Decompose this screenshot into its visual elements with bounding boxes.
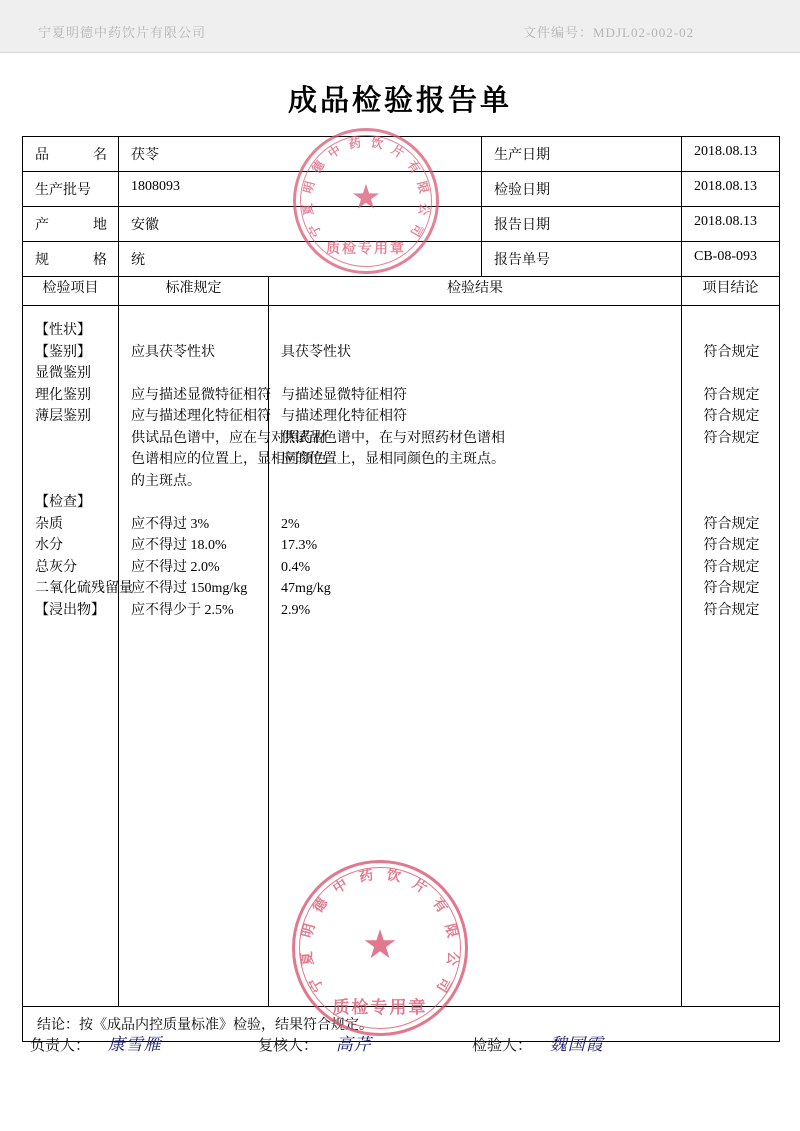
item-line: 显微鉴别 (35, 366, 91, 381)
standard-line: 应不得过 2.0% (131, 559, 220, 575)
conclusion-spacer (694, 471, 769, 493)
result-line: 17.3% (281, 538, 318, 553)
result-spacer (281, 320, 671, 342)
conclusion-line: 符合规定 (703, 409, 760, 424)
conclusion-line: 符合规定 (703, 430, 760, 446)
info-value-cell (119, 172, 482, 207)
scan-header-docnumber: 文件编号：MDJL02-002-02 (523, 25, 695, 40)
col-header-item: 检验项目 (23, 277, 119, 306)
info-value-2: CB-08-093 (694, 249, 757, 264)
seal-arc-text: 宁 夏 明 德 中 药 饮 片 有 限 公 司 (300, 135, 432, 239)
info-label-cell-2 (482, 207, 682, 242)
items-column (23, 306, 133, 1007)
info-label-2: 生产日期 (494, 148, 550, 163)
info-label-cell (23, 172, 119, 207)
seal-star-icon: ★ (350, 179, 382, 217)
result-line: 供试品色谱中，在与对照药材色谱相 (281, 430, 505, 446)
result-spacer (281, 471, 671, 493)
item-spacer (35, 449, 108, 471)
info-row (23, 137, 780, 172)
info-label: 品 名 (35, 148, 107, 163)
standard-spacer (131, 320, 258, 342)
standard-line: 应不得过 18.0% (131, 538, 227, 553)
signature-name: 康雪雁 (107, 1035, 162, 1055)
col-header-result: 检验结果 (269, 277, 682, 306)
info-value-2: 2018.08.13 (694, 179, 757, 194)
standard-line: 供试品色谱中，应在与对照药材 (131, 430, 327, 446)
scan-header-company: 宁夏明德中药饮片有限公司 (38, 25, 207, 40)
info-value: 1808093 (131, 179, 180, 194)
info-value-cell (119, 137, 482, 172)
standard-line: 应不得过 150mg/kg (131, 581, 248, 596)
seal-star-icon: ★ (362, 921, 398, 967)
report-table (22, 136, 780, 1042)
conclusion-line: 符合规定 (703, 581, 760, 596)
scan-header (0, 0, 800, 53)
signature-reviewer (258, 1030, 372, 1055)
info-value-2: 2018.08.13 (694, 214, 757, 229)
conclusion-line: 符合规定 (703, 387, 760, 403)
seal-bottom-text: 质检专用章 (326, 242, 406, 258)
info-row (23, 207, 780, 242)
info-label-cell (23, 242, 119, 277)
result-line: 应的位置上，显相同颜色的主斑点。 (281, 452, 505, 467)
conclusion-spacer (694, 449, 769, 471)
signature-label: 负责人： (30, 1038, 91, 1054)
result-line: 2.9% (281, 602, 311, 618)
item-line: 二氧化硫残留量 (35, 581, 133, 596)
info-value: 安徽 (131, 218, 159, 233)
result-line: 与描述显微特征相符 (281, 387, 407, 403)
item-line: 【鉴别】 (35, 344, 91, 360)
info-value: 统 (131, 253, 145, 268)
item-line: 【浸出物】 (35, 602, 105, 618)
result-line: 47mg/kg (281, 581, 331, 596)
final-conclusion-text: 结论：按《成品内控质量标准》检验，结果符合规定。 (37, 1018, 373, 1033)
signature-label: 复核人： (258, 1038, 319, 1054)
info-row (23, 172, 780, 207)
info-label-cell (23, 207, 119, 242)
result-spacer (281, 363, 671, 385)
seal-arc-text: 宁 夏 明 德 中 药 饮 片 有 限 公 司 (299, 868, 461, 995)
result-spacer (281, 492, 671, 514)
info-label-cell-2 (482, 137, 682, 172)
conclusion-spacer (694, 363, 769, 385)
item-line: 杂质 (35, 516, 63, 532)
standard-spacer (131, 492, 258, 514)
info-label-2: 检验日期 (494, 183, 550, 198)
signature-label: 检验人： (472, 1038, 533, 1054)
item-line: 理化鉴别 (35, 387, 91, 403)
standard-line: 应不得过 3% (131, 516, 210, 532)
conclusion-spacer (694, 320, 769, 342)
conclusion-line: 符合规定 (703, 602, 760, 618)
item-line: 【性状】 (35, 323, 91, 338)
info-value-cell (119, 242, 482, 277)
result-line: 2% (281, 516, 300, 532)
info-label: 生产批号 (35, 183, 91, 198)
info-value-cell-2 (682, 207, 780, 242)
standard-line: 的主斑点。 (131, 473, 201, 489)
item-spacer (35, 471, 108, 493)
info-label-cell-2 (482, 172, 682, 207)
standard-spacer (131, 363, 258, 385)
signature-responsible (30, 1030, 162, 1055)
conclusion-line: 符合规定 (703, 344, 760, 360)
standard-line: 应与描述理化特征相符 (131, 409, 271, 424)
conclusion-spacer (694, 492, 769, 514)
col-header-standard: 标准规定 (119, 277, 269, 306)
signature-name: 高芹 (335, 1035, 372, 1055)
item-line: 水分 (35, 538, 63, 553)
info-label-2: 报告单号 (494, 253, 550, 268)
conclusion-line: 符合规定 (703, 559, 760, 575)
standard-line: 应与描述显微特征相符 (131, 387, 271, 403)
signature-name: 魏国霞 (549, 1035, 604, 1055)
info-value-cell (119, 207, 482, 242)
item-line: 总灰分 (35, 559, 77, 575)
item-spacer (35, 428, 108, 450)
standard-line: 应具茯苓性状 (131, 344, 215, 360)
info-value-cell-2 (682, 137, 780, 172)
result-line: 0.4% (281, 559, 311, 575)
info-value: 茯苓 (131, 148, 159, 163)
item-line: 薄层鉴别 (35, 409, 91, 424)
item-line: 【检查】 (35, 495, 91, 510)
inspection-body-row (23, 306, 780, 1007)
signature-row (22, 1030, 779, 1078)
conclusion-line: 符合规定 (703, 516, 760, 532)
standard-line: 应不得少于 2.5% (131, 602, 234, 618)
info-value-cell-2 (682, 242, 780, 277)
standard-line: 色谱相应的位置上，显相同颜色 (131, 452, 327, 467)
conclusions-column (682, 306, 780, 1007)
result-line: 具茯苓性状 (281, 344, 351, 360)
conclusion-line: 符合规定 (703, 538, 760, 553)
info-row (23, 242, 780, 277)
seal-bottom-text: 质检专用章 (332, 997, 428, 1017)
info-value-2: 2018.08.13 (694, 144, 757, 159)
info-value-cell-2 (682, 172, 780, 207)
info-label-cell-2 (482, 242, 682, 277)
signature-inspector (472, 1030, 604, 1055)
col-header-conclusion: 项目结论 (682, 277, 780, 306)
info-label: 产 地 (35, 218, 107, 233)
info-label-cell (23, 137, 119, 172)
info-label: 规 格 (35, 253, 107, 268)
result-line: 与描述理化特征相符 (281, 409, 407, 424)
page-title: 成品检验报告单 (287, 85, 512, 117)
info-label-2: 报告日期 (494, 218, 550, 233)
inspection-header-row (23, 277, 780, 306)
results-column (269, 306, 682, 1007)
